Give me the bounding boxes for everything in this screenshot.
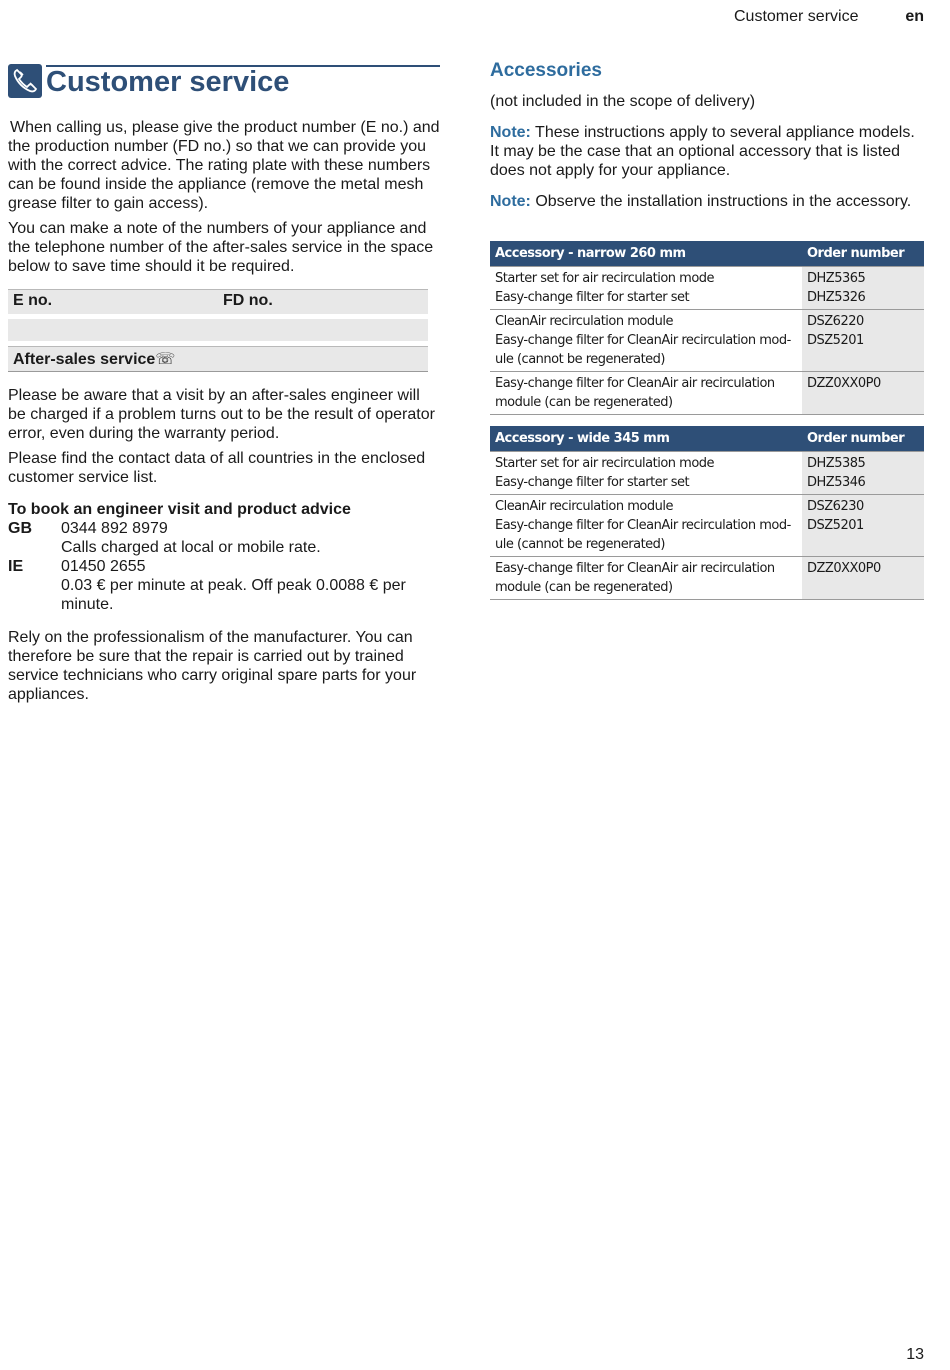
after-sales-row <box>8 346 428 372</box>
accessories-subtitle: (not included in the scope of delivery) <box>490 93 756 110</box>
numbers-row <box>8 289 428 314</box>
description-line: Easy-change filter for CleanAir recirculation mod- <box>495 333 791 348</box>
order-number: DSZ5201 <box>807 333 864 348</box>
description-line: Easy-change filter for starter set <box>495 475 690 490</box>
country-code: IE <box>8 558 24 575</box>
order-number-column-header: Order number <box>802 426 924 452</box>
professionalism-paragraph: Rely on the professionalism of the manufacturer. You can therefore be sure that the repair is carried out by trained service technicians who carry original spare parts for your appliances. <box>8 629 417 703</box>
description-line: Easy-change filter for starter set <box>495 290 690 305</box>
left-column <box>8 60 440 704</box>
accessory-description <box>490 495 802 557</box>
rate-note: Calls charged at local or mobile rate. <box>61 539 321 556</box>
description-line: ule (cannot be regenerated) <box>495 352 665 367</box>
rate-note: 0.03 € per minute at peak. Off peak 0.0088 € per minute. <box>61 577 406 613</box>
e-no-label: E no. <box>13 292 53 309</box>
accessory-table-narrow <box>490 241 924 415</box>
order-number-cell <box>802 310 924 372</box>
phone-icon <box>8 64 42 98</box>
intro-paragraph: When calling us, please give the product number (E no.) and the production number (FD no.) so that we can provide you with the correct advice. The rating plate with these numbers can be found inside the appliance (remove the metal mesh grease filter to gain access). <box>8 119 440 212</box>
order-number-cell <box>802 267 924 310</box>
section-title-row <box>8 60 440 100</box>
order-number: DZZ0XX0P0 <box>807 376 881 391</box>
warranty-paragraph: Please be aware that a visit by an after-sales engineer will be charged if a problem turns out to be the result of operator error, even during the warranty period. <box>8 387 435 442</box>
description-line: Easy-change filter for CleanAir air recirculation <box>495 561 775 576</box>
order-number: DHZ5385 <box>807 456 866 471</box>
telephone-icon: ☏ <box>155 351 176 368</box>
description-line: CleanAir recirculation module <box>495 314 673 329</box>
accessory-description <box>490 557 802 600</box>
accessory-column-header: Accessory - narrow 260 mm <box>490 241 802 267</box>
order-number: DSZ5201 <box>807 518 864 533</box>
description-line: Starter set for air recirculation mode <box>495 456 715 471</box>
after-sales-label: After-sales service <box>13 351 156 368</box>
order-number-cell <box>802 557 924 600</box>
note-label: Note: <box>490 193 531 210</box>
blank-row <box>8 319 428 341</box>
contact-gb <box>8 519 440 557</box>
note-1 <box>490 123 924 180</box>
order-number: DHZ5346 <box>807 475 866 490</box>
order-number-cell <box>802 495 924 557</box>
description-line: module (can be regenerated) <box>495 580 673 595</box>
order-number: DSZ6220 <box>807 314 864 329</box>
contact-ie <box>8 557 440 614</box>
table-row <box>490 372 924 415</box>
country-code: GB <box>8 520 32 537</box>
description-line: Starter set for air recirculation mode <box>495 271 715 286</box>
header-language: en <box>905 8 924 25</box>
order-number: DZZ0XX0P0 <box>807 561 881 576</box>
order-number: DSZ6230 <box>807 499 864 514</box>
accessories-heading: Accessories <box>490 60 602 81</box>
accessory-description <box>490 267 802 310</box>
description-line: CleanAir recirculation module <box>495 499 673 514</box>
accessory-description <box>490 372 802 415</box>
table-row <box>490 495 924 557</box>
table-header-row <box>490 241 924 267</box>
description-line: ule (cannot be regenerated) <box>495 537 665 552</box>
contact-paragraph: Please find the contact data of all countries in the enclosed customer service list. <box>8 450 426 486</box>
order-number-column-header: Order number <box>802 241 924 267</box>
note-paragraph: You can make a note of the numbers of your appliance and the telephone number of the after-sales service in the space below to save time should it be required. <box>8 220 434 275</box>
table-row <box>490 452 924 495</box>
table-row <box>490 267 924 310</box>
fd-no-label: FD no. <box>223 292 273 309</box>
phone-number: 0344 892 8979 <box>61 520 168 537</box>
table-row <box>490 310 924 372</box>
phone-number: 01450 2655 <box>61 558 146 575</box>
accessory-description <box>490 452 802 495</box>
order-number: DHZ5326 <box>807 290 866 305</box>
note-2 <box>490 192 924 211</box>
page-number: 13 <box>906 1346 924 1363</box>
table-row <box>490 557 924 600</box>
accessory-description <box>490 310 802 372</box>
right-column <box>490 60 924 600</box>
numbers-table <box>8 289 428 372</box>
note-2-text: Observe the installation instructions in the accessory. <box>530 193 912 210</box>
accessory-column-header: Accessory - wide 345 mm <box>490 426 802 452</box>
section-title <box>46 65 440 97</box>
order-number: DHZ5365 <box>807 271 866 286</box>
header-section-title: Customer service <box>734 8 859 25</box>
description-line: Easy-change filter for CleanAir air recirculation <box>495 376 775 391</box>
table-header-row <box>490 426 924 452</box>
note-label: Note: <box>490 124 531 141</box>
order-number-cell <box>802 372 924 415</box>
description-line: module (can be regenerated) <box>495 395 673 410</box>
description-line: Easy-change filter for CleanAir recirculation mod- <box>495 518 791 533</box>
order-number-cell <box>802 452 924 495</box>
booking-heading: To book an engineer visit and product advice <box>8 501 351 518</box>
accessory-table-wide <box>490 426 924 600</box>
note-1-text: These instructions apply to several appliance models. It may be the case that an optional accessory that is listed does not apply for your appliance. <box>490 124 915 179</box>
page-title: Customer service <box>46 66 290 98</box>
